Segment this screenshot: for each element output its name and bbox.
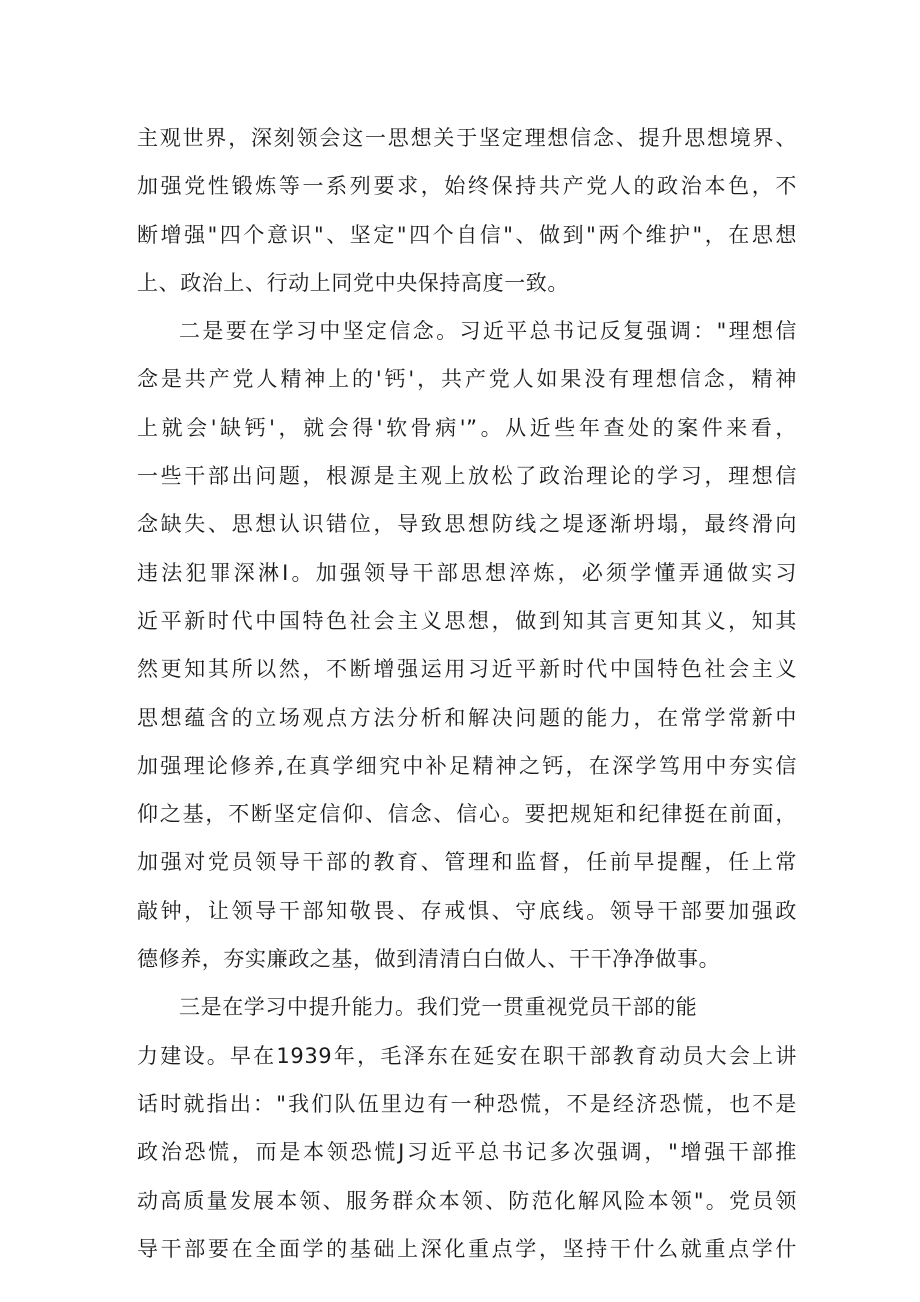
text-line: 加强理论修养,在真学细究中补足精神之钙，在深学笃用中夯实信 (137, 753, 797, 778)
text-line: 近平新时代中国特色社会主义思想，做到知其言更知其义，知其 (137, 608, 797, 633)
text-line: 德修养，夯实廉政之基，做到清清白白做人、干干净净做事。 (137, 947, 721, 972)
text-line: 敲钟，让领导干部知敬畏、存戒惧、守底线。领导干部要加强政 (137, 898, 797, 923)
text-line: 断增强"四个意识"、坚定"四个自信"、做到"两个维护"，在思想 (137, 222, 797, 247)
text-line: 念是共产党人精神上的'钙'，共产党人如果没有理想信念，精神 (137, 367, 797, 392)
text-line: 违法犯罪深淋I。加强领导干部思想淬炼，必须学懂弄通做实习 (137, 560, 797, 585)
text-line: 仰之基，不断坚定信仰、信念、信心。要把规矩和纪律挺在前面， (137, 802, 797, 827)
text-line: 政治恐慌，而是本领恐慌J习近平总书记多次强调，"增强干部推 (137, 1140, 797, 1165)
body-text (137, 114, 797, 1273)
text-line: 思想蕴含的立场观点方法分析和解决问题的能力，在常学常新中 (137, 705, 797, 730)
text-line: 然更知其所以然，不断增强运用习近平新时代中国特色社会主义 (137, 657, 797, 682)
text-line: 导干部要在全面学的基础上深化重点学，坚持干什么就重点学什 (137, 1236, 797, 1261)
text-line: 上、政治上、行动上同党中央保持高度一致。 (137, 270, 569, 295)
text-line: 加强党性锻炼等一系列要求，始终保持共产党人的政治本色，不 (137, 174, 797, 199)
text-line: 念缺失、思想认识错位，导致思想防线之堤逐渐坍塌，最终滑向 (137, 512, 797, 537)
text-line: 加强对党员领导干部的教育、管理和监督，任前早提醒，任上常 (137, 850, 797, 875)
text-line: 上就会'缺钙'，就会得'软骨病'”。从近些年查处的案件来看， (137, 415, 797, 440)
text-line: 一些干部出问题，根源是主观上放松了政治理论的学习，理想信 (137, 464, 797, 489)
text-line: 主观世界，深刻领会这一思想关于坚定理想信念、提升思想境界、 (137, 126, 797, 150)
text-line: 动高质量发展本领、服务群众本领、防范化解风险本领"。党员领 (137, 1188, 797, 1213)
text-line: 力建设。早在1939年，毛泽东在延安在职干部教育动员大会上讲 (137, 1043, 797, 1068)
paragraph-start-line: 三是在学习中提升能力。我们党一贯重视党员干部的能 (179, 995, 698, 1020)
text-line: 话时就指出："我们队伍里边有一种恐慌，不是经济恐慌，也不是 (137, 1091, 797, 1116)
paragraph-start-line: 二是要在学习中坚定信念。习近平总书记反复强调："理想信 (179, 319, 797, 344)
